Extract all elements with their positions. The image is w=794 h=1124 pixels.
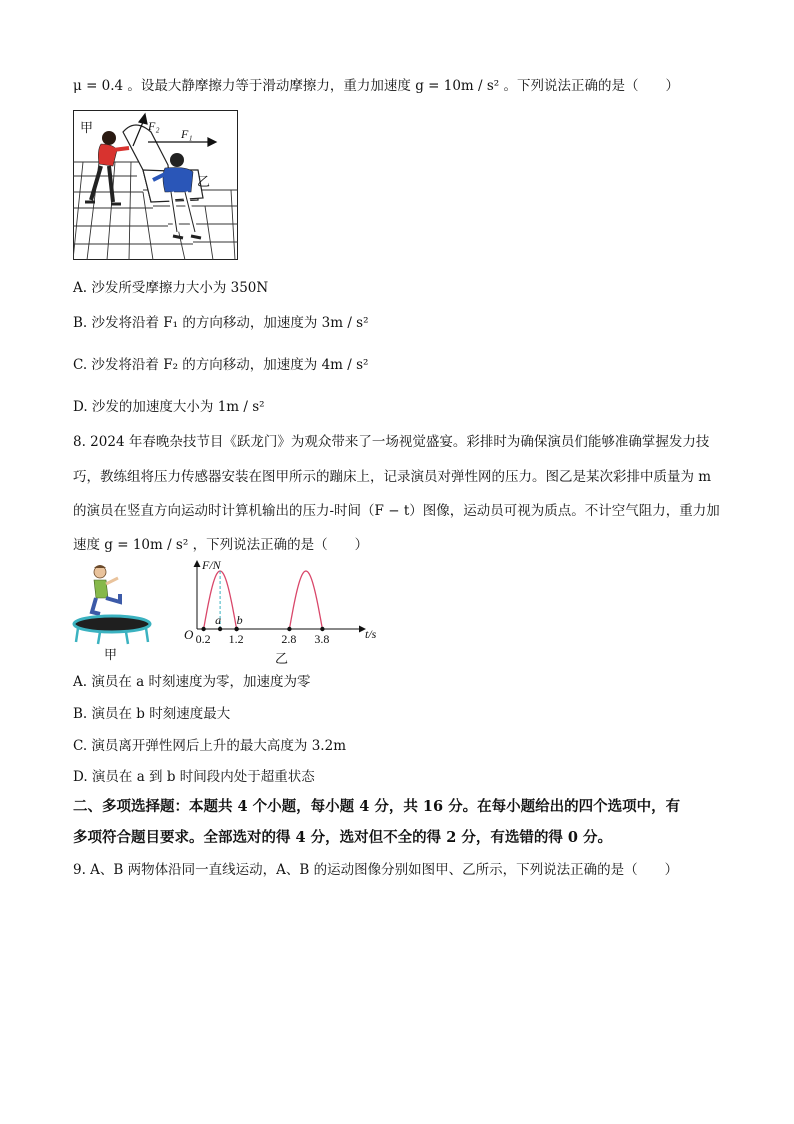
point-dot-a [218,627,222,631]
q8-option-b: B. 演员在 b 时刻速度最大 [73,706,231,722]
point-label-b: b [236,613,243,627]
q7-option-d: D. 沙发的加速度大小为 1m / s² [73,399,265,415]
q7-stem-tail: μ = 0.4 。设最大静摩擦力等于滑动摩擦力，重力加速度 g = 10m / s² 。下列说法正确的是（ ） [73,78,679,94]
q8-option-a: A. 演员在 a 时刻速度为零，加速度为零 [73,674,311,690]
q8-option-c: C. 演员离开弹性网后上升的最大高度为 3.2m [73,738,346,754]
q8-stem-line-4: 速度 g = 10m / s² ，下列说法正确的是（ ） [73,537,369,553]
tick-label-1: 0.2 [195,632,211,646]
q8-option-d: D. 演员在 a 到 b 时间段内处于超重状态 [73,769,315,785]
section2-heading-line-1: 二、多项选择题：本题共 4 个小题，每小题 4 分，共 16 分。在每小题给出的四个选项中，有 [73,798,681,815]
q7-option-a: A. 沙发所受摩擦力大小为 350N [73,280,269,296]
q8-stem-line-2: 巧，教练组将压力传感器安装在图甲所示的蹦床上，记录演员对弹性网的压力。图乙是某次彩排中质量为 m [73,469,712,485]
q7-figure [73,110,238,260]
q8-label-jia: 甲 [104,647,118,662]
tick-label-4: 3.8 [314,632,330,646]
series-curve-2 [289,571,322,629]
q7-option-c: C. 沙发将沿着 F₂ 的方向移动，加速度为 4m / s² [73,357,369,373]
q8-stem-line-1: 8. 2024 年春晚杂技节目《跃龙门》为观众带来了一场视觉盛宴。彩排时为确保演员们能够准确掌握发力技 [73,434,710,450]
q7-label-f1: F₁ [181,127,193,141]
section2-heading-line-2: 多项符合题目要求。全部选对的得 4 分，选对但不全的得 2 分，有选错的得 0 分。 [73,829,613,846]
q8-stem-line-3: 的演员在竖直方向运动时计算机输出的压力-时间（F − t）图像，运动员可视为质点。不计空气阻力，重力加 [73,503,720,519]
tick-dot-4 [320,627,324,631]
tick-dot-1 [201,627,205,631]
q9-stem: 9. A、B 两物体沿同一直线运动，A、B 的运动图像分别如图甲、乙所示，下列说法正确的是（ ） [73,862,679,878]
q7-label-jia: 甲 [80,120,94,135]
chart-x-label: t/s [365,627,377,641]
point-label-a: a [215,613,222,627]
chart-caption: 乙 [275,651,289,666]
tick-label-3: 2.8 [281,632,297,646]
q8-trampoline-figure [70,560,160,665]
q7-label-f2: F₂ [148,119,160,133]
tick-label-2: 1.2 [228,632,244,646]
chart-origin-label: O [184,627,194,642]
q7-label-yi: 乙 [197,174,211,189]
chart-y-label: F/N [202,558,221,572]
q8-ft-chart [175,555,390,670]
point-dot-b [234,627,238,631]
q7-option-b: B. 沙发将沿着 F₁ 的方向移动，加速度为 3m / s² [73,315,369,331]
tick-dot-3 [287,627,291,631]
